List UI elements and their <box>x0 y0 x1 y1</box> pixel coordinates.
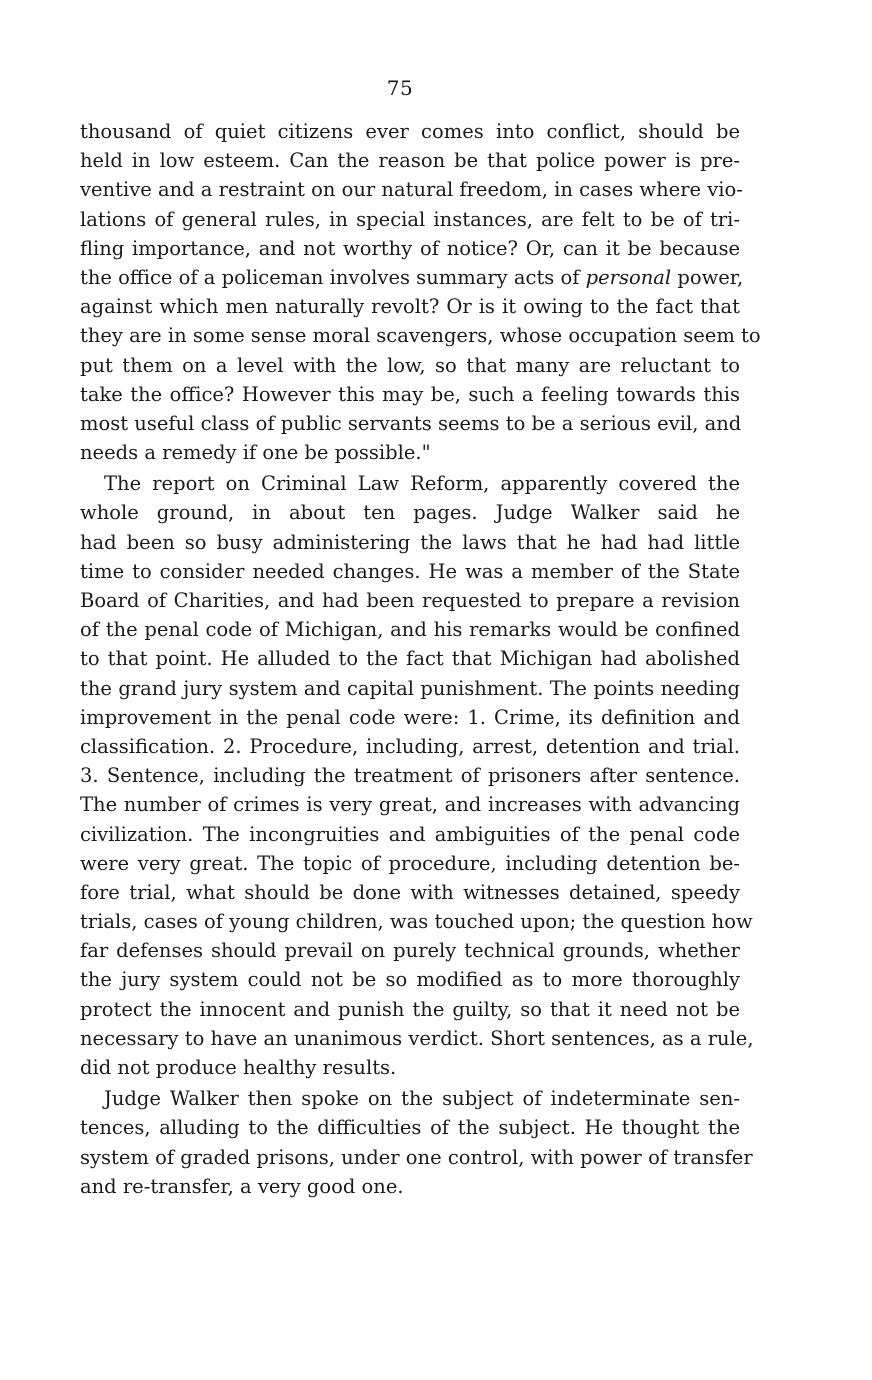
text-line: most useful class of public servants seems to be a serious evil, and <box>80 411 742 435</box>
page-number: 75 <box>386 76 414 100</box>
text-line: 3. Sentence, including the treatment of prisoners after sentence. <box>80 764 740 788</box>
text-line: civilization. The incongruities and ambiguities of the penal code <box>80 822 740 846</box>
paragraph <box>80 469 754 1082</box>
text-line: were very great. The topic of procedure, including detention be- <box>80 851 740 875</box>
text-line: The report on Criminal Law Reform, apparently covered the <box>104 472 740 496</box>
text-line: fling importance, and not worthy of notice? Or, can it be because <box>80 236 740 260</box>
text-line: the grand jury system and capital punishment. The points needing <box>80 676 740 700</box>
text-line: needs a remedy if one be possible." <box>80 441 431 465</box>
text-line: and re-transfer, a very good one. <box>80 1174 404 1198</box>
text-line: The number of crimes is very great, and increases with advancing <box>80 793 740 817</box>
text-line: classification. 2. Procedure, including, arrest, detention and trial. <box>80 734 740 758</box>
text-line: lations of general rules, in special instances, are felt to be of tri- <box>80 207 740 231</box>
text-line-with-italic: the office of a policeman involves summary acts of personal power, <box>80 265 744 289</box>
text-line: time to consider needed changes. He was a member of the State <box>80 559 740 583</box>
text-line: improvement in the penal code were: 1. Crime, its definition and <box>80 705 740 729</box>
text-line: far defenses should prevail on purely technical grounds, whether <box>80 939 740 963</box>
text-line: system of graded prisons, under one control, with power of transfer <box>80 1145 753 1169</box>
text-line: they are in some sense moral scavengers, whose occupation seem to <box>80 324 761 348</box>
text-line: put them on a level with the low, so that many are reluctant to <box>80 353 740 377</box>
text-line: thousand of quiet citizens ever comes into conflict, should be <box>80 120 740 143</box>
text-line: did not produce healthy results. <box>80 1056 397 1079</box>
text-line: Judge Walker then spoke on the subject of indeterminate sen- <box>104 1087 740 1111</box>
italic-emphasis: personal <box>585 265 672 289</box>
text-line: Board of Charities, and had been requested to prepare a revision <box>80 589 740 612</box>
text-line: of the penal code of Michigan, and his remarks would be confined <box>80 618 740 642</box>
text-line: the jury system could not be so modified as to more thoroughly <box>80 968 740 992</box>
paragraph <box>80 117 761 467</box>
text-line: ventive and a restraint on our natural freedom, in cases where vio- <box>80 178 743 202</box>
text-line: trials, cases of young children, was touched upon; the question how <box>80 910 753 934</box>
text-line: against which men naturally revolt? Or is it owing to the fact that <box>80 295 740 319</box>
text-line: necessary to have an unanimous verdict. Short sentences, as a rule, <box>80 1026 754 1050</box>
text-line: to that point. He alluded to the fact that Michigan had abolished <box>80 647 740 671</box>
text-line: had been so busy administering the laws that he had had little <box>80 530 740 554</box>
text-line: held in low esteem. Can the reason be that police power is pre- <box>80 149 740 173</box>
text-line: tences, alluding to the difficulties of the subject. He thought the <box>80 1116 740 1140</box>
text-line: take the office? However this may be, such a feeling towards this <box>80 382 740 406</box>
text-line: protect the innocent and punish the guilty, so that it need not be <box>80 997 740 1021</box>
text-line: fore trial, what should be done with witnesses detained, speedy <box>80 880 740 904</box>
body-text <box>80 117 761 1201</box>
text-line: whole ground, in about ten pages. Judge Walker said he <box>80 501 740 525</box>
paragraph <box>80 1084 753 1201</box>
